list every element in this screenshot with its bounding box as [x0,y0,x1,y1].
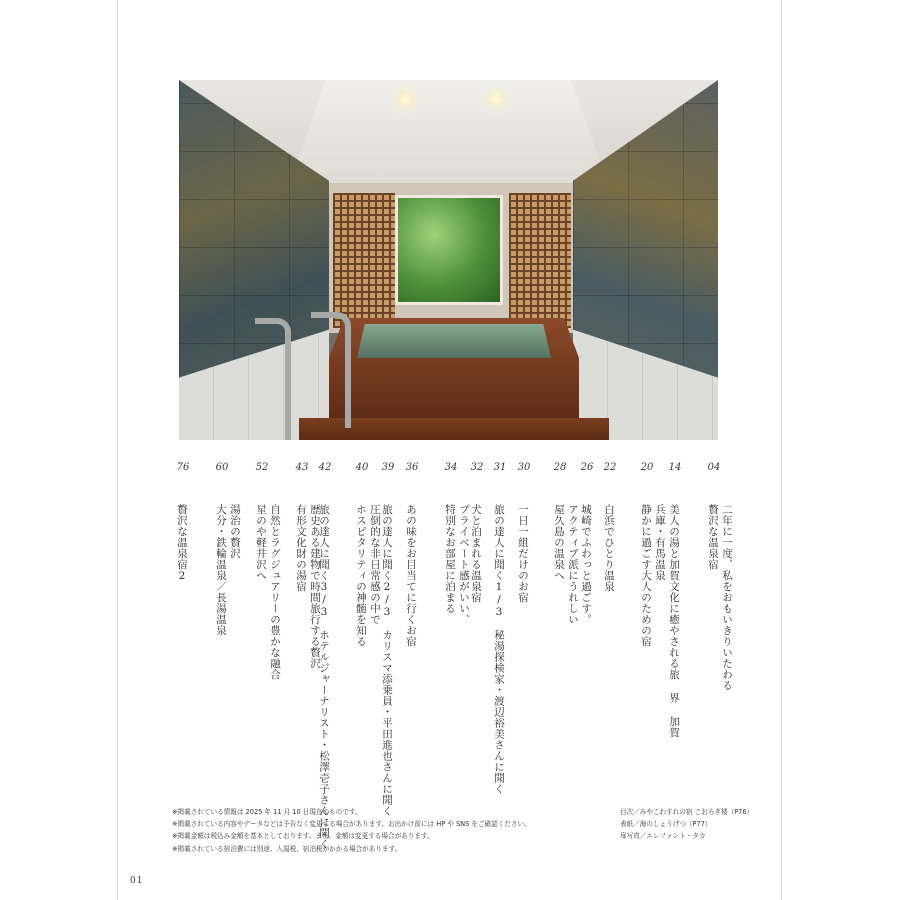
toc-title: 旅の達人に聞く1/3 秘湯探検家・渡辺裕美さんに聞く [493,504,505,795]
toc-page-number: 31 [493,462,507,473]
toc-page-number: 43 [295,462,309,473]
footnote: ※掲載されている宿泊費には別途、入湯税、宿泊税がかかる場合があります。 [172,844,402,853]
toc-page-number: 22 [603,462,617,473]
toc-title: アクティブ派にうれしい 屋久島の温泉へ [553,504,579,625]
toc-page-number: 20 [640,462,654,473]
footnotes [172,806,602,855]
toc-title: 美人の湯と加賀文化に癒やされる旅 界 加賀 [668,504,680,738]
toc-title: 犬と泊まれる温泉宿 [470,504,482,603]
photo-lattice-right [509,193,571,328]
photo-ceiling-center [287,80,610,190]
toc-page-number: 30 [517,462,531,473]
photo-handrail [311,312,351,428]
credit-line: 目次／みやこわすれの宿 こおろぎ楼（P76） [620,808,754,816]
credit-line: 表紙／海のしょうげつ（P77） [620,820,712,829]
toc-page-number: 76 [176,462,190,473]
toc-page-number: 34 [444,462,458,473]
toc-title: 旅の達人に聞く3/3 ホテルジャーナリスト・松澤壱子さんに聞く [318,504,330,850]
footnote: ※掲載されている情報は 2025 年 11 月 10 日現在のものです。 [172,808,362,816]
cover-photo [179,80,718,440]
photo-lattice-left [333,193,395,328]
toc-page-number: 28 [553,462,567,473]
toc-page-number: 42 [318,462,332,473]
footnote: ※掲載されている内容やデータなどは予告なく変更する場合があります。お出かけ前には HP や SNS をご確認ください。 [172,820,531,829]
toc-page-number: 04 [707,462,721,473]
toc-page-number: 36 [405,462,419,473]
toc-title: 白浜でひとり温泉 [603,504,615,592]
photo-handrail [255,318,291,440]
toc-page-number: 52 [255,462,269,473]
toc-page-number: 14 [668,462,682,473]
toc-title: プライベート感がいい、 特別なお部屋に泊まる [444,504,470,625]
toc-page-number: 60 [215,462,229,473]
toc-title: あの味をお目当てに行くお宿 [405,504,417,647]
photo-light [492,94,501,103]
toc-page-number: 26 [580,462,594,473]
photo-light [401,94,410,103]
credit-line: 扉写真／エレファント・タカ [620,832,706,841]
photo-window-greenery [395,195,503,305]
toc-page-number: 40 [355,462,369,473]
toc-title: 歴史ある建物で時間旅行する贅沢 有形文化財の湯宿 [295,504,321,669]
toc-title: 兵庫・有馬温泉 静かに過ごす大人のための宿 [640,504,666,647]
toc-title: 贅沢な温泉宿2 [176,504,188,583]
toc-title: 自然とラグジュアリーの豊かな融合 星のや軽井沢へ [255,504,281,680]
toc-title: 城崎でふわっと過ごす。 [580,504,592,625]
toc-title: 二年に一度、私をおもいきりいたわる 贅沢な温泉宿 [707,504,733,691]
photo-water [357,324,551,358]
toc-title: 旅の達人に聞く2/3 カリスマ添乗員・平田進也さんに聞く [381,504,393,817]
toc-title: 湯治の贅沢 大分・鉄輪温泉／長湯温泉 [215,504,241,636]
footnote: ※掲載金額は税込み金額を基本としております。また、金額は変更する場合があります。 [172,832,434,841]
toc-page-number: 39 [381,462,395,473]
toc-title: 圧倒的な非日常感の中で ホスピタリティの神髄を知る [355,504,381,647]
toc-page-number: 32 [470,462,484,473]
photo-credits [620,806,780,843]
page-number: 01 [130,876,144,886]
toc-title: 一日一組だけのお宿 [517,504,529,603]
